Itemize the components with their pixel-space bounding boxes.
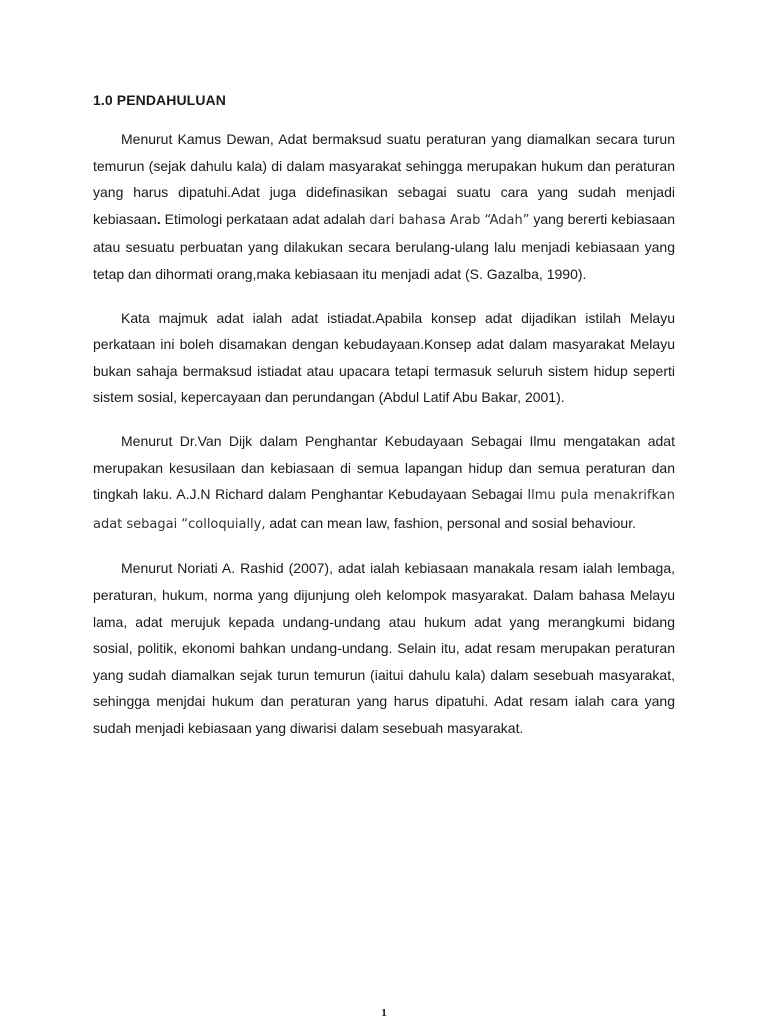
document-page — [93, 92, 675, 758]
paragraph-1-text-a: Menurut Kamus Dewan, Adat bermaksud suatu peraturan yang diamalkan secara turun temurun (sejak dahulu kala) di dalam masyarakat sehingga merupakan hukum dan peraturan yang harus dipatuhi.Adat juga didefinasikan sebagai suatu cara yang sudah menjadi kebiasaan — [93, 131, 675, 227]
paragraph-1-arabic-phrase: dari bahasa Arab “Adah” — [369, 212, 530, 228]
section-heading: 1.0 PENDAHULUAN — [93, 92, 226, 108]
page-number: 1 — [381, 1007, 387, 1019]
paragraph-3 — [93, 428, 675, 538]
paragraph-2: Kata majmuk adat ialah adat istiadat.Apabila konsep adat dijadikan istilah Melayu perkataan ini boleh disamakan dengan kebudayaan.Konsep adat dalam masyarakat Melayu bukan sahaja bermaksud istiadat atau upacara tetapi termasuk seluruh sistem hidup seperti sistem sosial, kepercayaan dan perundangan (Abdul Latif Abu Bakar, 2001). — [93, 309, 675, 406]
paragraph-3-text-c: adat can mean law, fashion, personal and sosial behaviour. — [265, 514, 636, 531]
paragraph-3-text-a: Menurut Dr.Van Dijk dalam Penghantar Kebudayaan Sebagai Ilmu mengatakan adat merupakan kesusilaan dan kebiasaan di semua lapangan hidup dan semua peraturan dan tingkah laku. A.J.N Richard dalam Penghantar Kebudayaan Sebagai — [93, 432, 675, 503]
paragraph-1-text-c: Etimologi perkataan adat adalah — [160, 210, 370, 227]
paragraph-1 — [93, 126, 675, 288]
paragraph-1-text-e: yang bererti kebiasaan atau sesuatu perbuatan yang dilakukan secara berulang-ulang lalu menjadi kebiasaan yang tetap dan dihormati orang,maka kebiasaan itu menjadi adat (S. Gazalba, 1990). — [93, 210, 675, 282]
paragraph-4: Menurut Noriati A. Rashid (2007), adat ialah kebiasaan manakala resam ialah lembaga, peraturan, hukum, norma yang dijunjung oleh kelompok masyarakat. Dalam bahasa Melayu lama, adat merujuk kepada undang-undang atau hukum adat yang merangkumi bidang sosial, politik, ekonomi bahkan undang-undang. Selain itu, adat resam merupakan peraturan yang sudah diamalkan sejak turun temurun (iaitui dahulu kala) dalam sesebuah masyarakat, sehingga menjdai hukum dan peraturan yang harus dipatuhi. Adat resam ialah cara yang sudah menjadi kebiasaan yang diwarisi dalam sesebuah masyarakat. — [93, 560, 675, 736]
paragraph-1-bold-period: . — [156, 210, 161, 227]
paragraph-3-quote-phrase: Ilmu pula menakrifkan adat sebagai “colloquially, — [93, 488, 675, 532]
